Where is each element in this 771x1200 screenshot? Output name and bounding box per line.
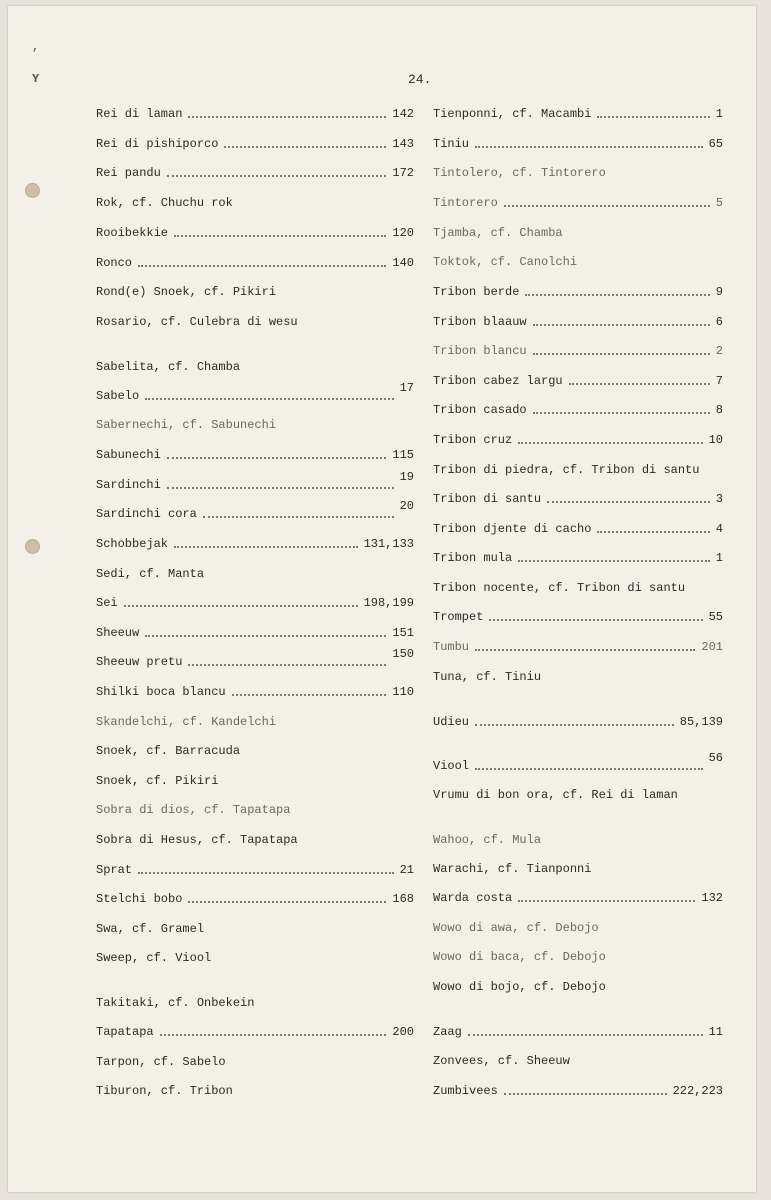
entry-term: Rooibekkie <box>96 226 169 240</box>
entry-term: Sabernechi, cf. Sabunechi <box>96 418 277 432</box>
dot-leader <box>569 383 710 385</box>
entry-term: Rei di pishiporco <box>96 137 219 151</box>
index-entry <box>96 131 414 151</box>
index-entry <box>433 545 723 565</box>
entry-page-number: 56 <box>708 751 723 765</box>
index-entry <box>433 974 723 994</box>
entry-term: Tiburon, cf. Tribon <box>96 1084 233 1098</box>
entry-term: Wowo di bojo, cf. Debojo <box>433 980 606 994</box>
dot-leader <box>138 265 386 267</box>
index-entry <box>96 857 414 877</box>
entry-term: Wahoo, cf. Mula <box>433 833 542 847</box>
dot-leader <box>188 664 386 666</box>
entry-page-number: 115 <box>392 448 414 462</box>
index-entry <box>433 397 723 417</box>
dot-leader <box>518 560 710 562</box>
index-entry <box>96 679 414 699</box>
entry-page-number: 20 <box>399 499 414 513</box>
entry-term: Rond(e) Snoek, cf. Pikiri <box>96 285 277 299</box>
index-entry <box>433 309 723 329</box>
entry-term: Snoek, cf. Barracuda <box>96 744 241 758</box>
dot-leader <box>597 116 709 118</box>
entry-term: Sedi, cf. Manta <box>96 567 205 581</box>
dot-leader <box>167 487 394 489</box>
dot-leader <box>468 1034 703 1036</box>
entry-term: Tiniu <box>433 137 470 151</box>
dot-leader <box>475 649 695 651</box>
index-entry <box>96 590 414 610</box>
entry-term: Tjamba, cf. Chamba <box>433 226 563 240</box>
entry-page-number: 19 <box>399 470 414 484</box>
index-entry <box>96 1078 414 1098</box>
entry-page-number: 150 <box>392 647 414 661</box>
index-entry <box>96 1049 414 1069</box>
entry-page-number: 85,139 <box>679 715 723 729</box>
entry-page-number: 200 <box>392 1025 414 1039</box>
index-entry <box>96 190 414 210</box>
entry-term: Snoek, cf. Pikiri <box>96 774 219 788</box>
dot-leader <box>533 412 710 414</box>
entry-page-number: 6 <box>715 315 723 329</box>
index-entry <box>433 338 723 358</box>
index-entry <box>433 1048 723 1068</box>
entry-term: Tribon cruz <box>433 433 513 447</box>
entry-page-number: 65 <box>708 137 723 151</box>
entry-term: Tribon cabez largu <box>433 374 563 388</box>
index-entry <box>433 427 723 447</box>
dot-leader <box>475 146 703 148</box>
punch-hole <box>25 183 40 198</box>
entry-term: Takitaki, cf. Onbekein <box>96 996 255 1010</box>
entry-term: Sabunechi <box>96 448 161 462</box>
index-entry <box>433 709 723 729</box>
dot-leader <box>145 398 393 400</box>
index-entry <box>433 220 723 240</box>
entry-term: Sobra di dios, cf. Tapatapa <box>96 803 291 817</box>
index-entry <box>96 442 414 462</box>
index-entry <box>96 561 414 581</box>
entry-term: Shilki boca blancu <box>96 685 226 699</box>
index-entry <box>96 531 414 551</box>
entry-term: Tienponni, cf. Macambi <box>433 107 592 121</box>
index-entry <box>96 797 414 817</box>
entry-term: Tumbu <box>433 640 470 654</box>
index-entry <box>96 709 414 729</box>
entry-page-number: 9 <box>715 285 723 299</box>
index-entry <box>433 101 723 121</box>
dot-leader <box>547 501 710 503</box>
entry-term: Rok, cf. Chuchu rok <box>96 196 233 210</box>
index-entry <box>96 220 414 240</box>
index-entry <box>96 160 414 180</box>
index-entry <box>433 249 723 269</box>
dot-leader <box>138 872 394 874</box>
entry-term: Sweep, cf. Viool <box>96 951 212 965</box>
index-entry <box>96 649 414 669</box>
index-entry <box>433 782 723 802</box>
entry-page-number: 201 <box>701 640 723 654</box>
entry-term: Tarpon, cf. Sabelo <box>96 1055 226 1069</box>
index-entry <box>96 620 414 640</box>
index-entry <box>96 916 414 936</box>
index-entry <box>433 604 723 624</box>
entry-term: Sheeuw pretu <box>96 655 183 669</box>
entry-term: Sheeuw <box>96 626 140 640</box>
entry-page-number: 198,199 <box>363 596 414 610</box>
entry-term: Tribon casado <box>433 403 527 417</box>
index-entry <box>96 990 414 1010</box>
entry-term: Tintorero <box>433 196 498 210</box>
index-entry <box>96 1019 414 1039</box>
entry-term: Tintolero, cf. Tintorero <box>433 166 606 180</box>
dot-leader <box>504 205 710 207</box>
index-entry <box>433 1019 723 1039</box>
index-entry <box>96 472 414 492</box>
entry-term: Tribon berde <box>433 285 520 299</box>
entry-page-number: 132 <box>701 891 723 905</box>
index-entry <box>433 131 723 151</box>
index-entry <box>433 753 723 773</box>
dot-leader <box>145 635 386 637</box>
dot-leader <box>525 294 709 296</box>
entry-term: Sprat <box>96 863 133 877</box>
entry-term: Tribon di santu <box>433 492 542 506</box>
entry-page-number: 151 <box>392 626 414 640</box>
entry-term: Sabelita, cf. Chamba <box>96 360 241 374</box>
dot-leader <box>597 531 709 533</box>
index-entry <box>433 279 723 299</box>
dot-leader <box>518 442 702 444</box>
dot-leader <box>124 605 358 607</box>
index-entry <box>96 768 414 788</box>
entry-page-number: 120 <box>392 226 414 240</box>
entry-term: Stelchi bobo <box>96 892 183 906</box>
index-entry <box>96 886 414 906</box>
entry-term: Tribon blancu <box>433 344 527 358</box>
index-entry <box>96 827 414 847</box>
entry-page-number: 8 <box>715 403 723 417</box>
dot-leader <box>188 901 386 903</box>
dot-leader <box>232 694 387 696</box>
entry-page-number: 55 <box>708 610 723 624</box>
entry-page-number: 168 <box>392 892 414 906</box>
entry-term: Rei di laman <box>96 107 183 121</box>
entry-term: Tuna, cf. Tiniu <box>433 670 542 684</box>
index-entry <box>433 634 723 654</box>
entry-term: Zonvees, cf. Sheeuw <box>433 1054 570 1068</box>
dot-leader <box>167 175 387 177</box>
index-entry <box>96 738 414 758</box>
entry-page-number: 4 <box>715 522 723 536</box>
dot-leader <box>203 516 394 518</box>
entry-page-number: 110 <box>392 685 414 699</box>
entry-page-number: 140 <box>392 256 414 270</box>
index-entry <box>96 412 414 432</box>
entry-term: Warachi, cf. Tianponni <box>433 862 592 876</box>
entry-term: Sabelo <box>96 389 140 403</box>
speck: , <box>32 40 40 54</box>
index-entry <box>433 516 723 536</box>
entry-term: Rei pandu <box>96 166 161 180</box>
entry-term: Sardinchi cora <box>96 507 197 521</box>
entry-page-number: 11 <box>708 1025 723 1039</box>
entry-page-number: 10 <box>708 433 723 447</box>
entry-term: Viool <box>433 759 470 773</box>
index-entry <box>96 501 414 521</box>
index-entry <box>433 827 723 847</box>
dot-leader <box>174 546 358 548</box>
index-entry <box>433 915 723 935</box>
entry-term: Tribon nocente, cf. Tribon di santu <box>433 581 686 595</box>
entry-term: Vrumu di bon ora, cf. Rei di laman <box>433 788 678 802</box>
dot-leader <box>518 900 695 902</box>
entry-term: Rosario, cf. Culebra di wesu <box>96 315 298 329</box>
entry-term: Zumbivees <box>433 1084 498 1098</box>
index-entry <box>433 368 723 388</box>
index-entry <box>433 486 723 506</box>
dot-leader <box>533 353 710 355</box>
entry-page-number: 172 <box>392 166 414 180</box>
dot-leader <box>160 1034 387 1036</box>
entry-page-number: 1 <box>715 551 723 565</box>
index-entry <box>96 309 414 329</box>
speck: Y <box>32 72 40 86</box>
dot-leader <box>188 116 386 118</box>
entry-term: Schobbejak <box>96 537 169 551</box>
index-entry <box>433 575 723 595</box>
entry-term: Wowo di baca, cf. Debojo <box>433 950 606 964</box>
entry-term: Tribon di piedra, cf. Tribon di santu <box>433 463 700 477</box>
entry-page-number: 142 <box>392 107 414 121</box>
entry-page-number: 2 <box>715 344 723 358</box>
entry-term: Skandelchi, cf. Kandelchi <box>96 715 277 729</box>
entry-term: Tribon djente di cacho <box>433 522 592 536</box>
entry-term: Swa, cf. Gramel <box>96 922 205 936</box>
dot-leader <box>533 324 710 326</box>
entry-term: Zaag <box>433 1025 462 1039</box>
index-entry <box>96 101 414 121</box>
entry-term: Sobra di Hesus, cf. Tapatapa <box>96 833 298 847</box>
dot-leader <box>167 457 387 459</box>
entry-term: Sardinchi <box>96 478 161 492</box>
entry-term: Trompet <box>433 610 484 624</box>
document-page <box>8 6 756 1192</box>
index-entry <box>433 1078 723 1098</box>
entry-term: Tribon mula <box>433 551 513 565</box>
entry-term: Wowo di awa, cf. Debojo <box>433 921 599 935</box>
entry-page-number: 1 <box>715 107 723 121</box>
entry-page-number: 5 <box>715 196 723 210</box>
dot-leader <box>475 724 674 726</box>
dot-leader <box>224 146 386 148</box>
index-entry <box>96 354 414 374</box>
entry-term: Toktok, cf. Canolchi <box>433 255 578 269</box>
dot-leader <box>174 235 386 237</box>
index-entry <box>96 945 414 965</box>
page-number: 24. <box>408 72 432 87</box>
entry-term: Tribon blaauw <box>433 315 527 329</box>
index-entry <box>433 856 723 876</box>
entry-page-number: 17 <box>399 381 414 395</box>
punch-hole <box>25 539 40 554</box>
entry-page-number: 7 <box>715 374 723 388</box>
entry-page-number: 3 <box>715 492 723 506</box>
index-entry <box>433 457 723 477</box>
index-entry <box>96 279 414 299</box>
entry-page-number: 222,223 <box>672 1084 723 1098</box>
entry-term: Sei <box>96 596 118 610</box>
entry-term: Tapatapa <box>96 1025 154 1039</box>
index-entry <box>433 664 723 684</box>
index-entry <box>96 250 414 270</box>
dot-leader <box>489 619 702 621</box>
index-entry <box>433 190 723 210</box>
dot-leader <box>475 768 703 770</box>
index-entry <box>433 885 723 905</box>
entry-term: Ronco <box>96 256 133 270</box>
dot-leader <box>504 1093 667 1095</box>
index-entry <box>433 944 723 964</box>
entry-term: Warda costa <box>433 891 513 905</box>
index-entry <box>433 160 723 180</box>
entry-page-number: 143 <box>392 137 414 151</box>
entry-page-number: 21 <box>399 863 414 877</box>
entry-page-number: 131,133 <box>363 537 414 551</box>
entry-term: Udieu <box>433 715 470 729</box>
index-entry <box>96 383 414 403</box>
